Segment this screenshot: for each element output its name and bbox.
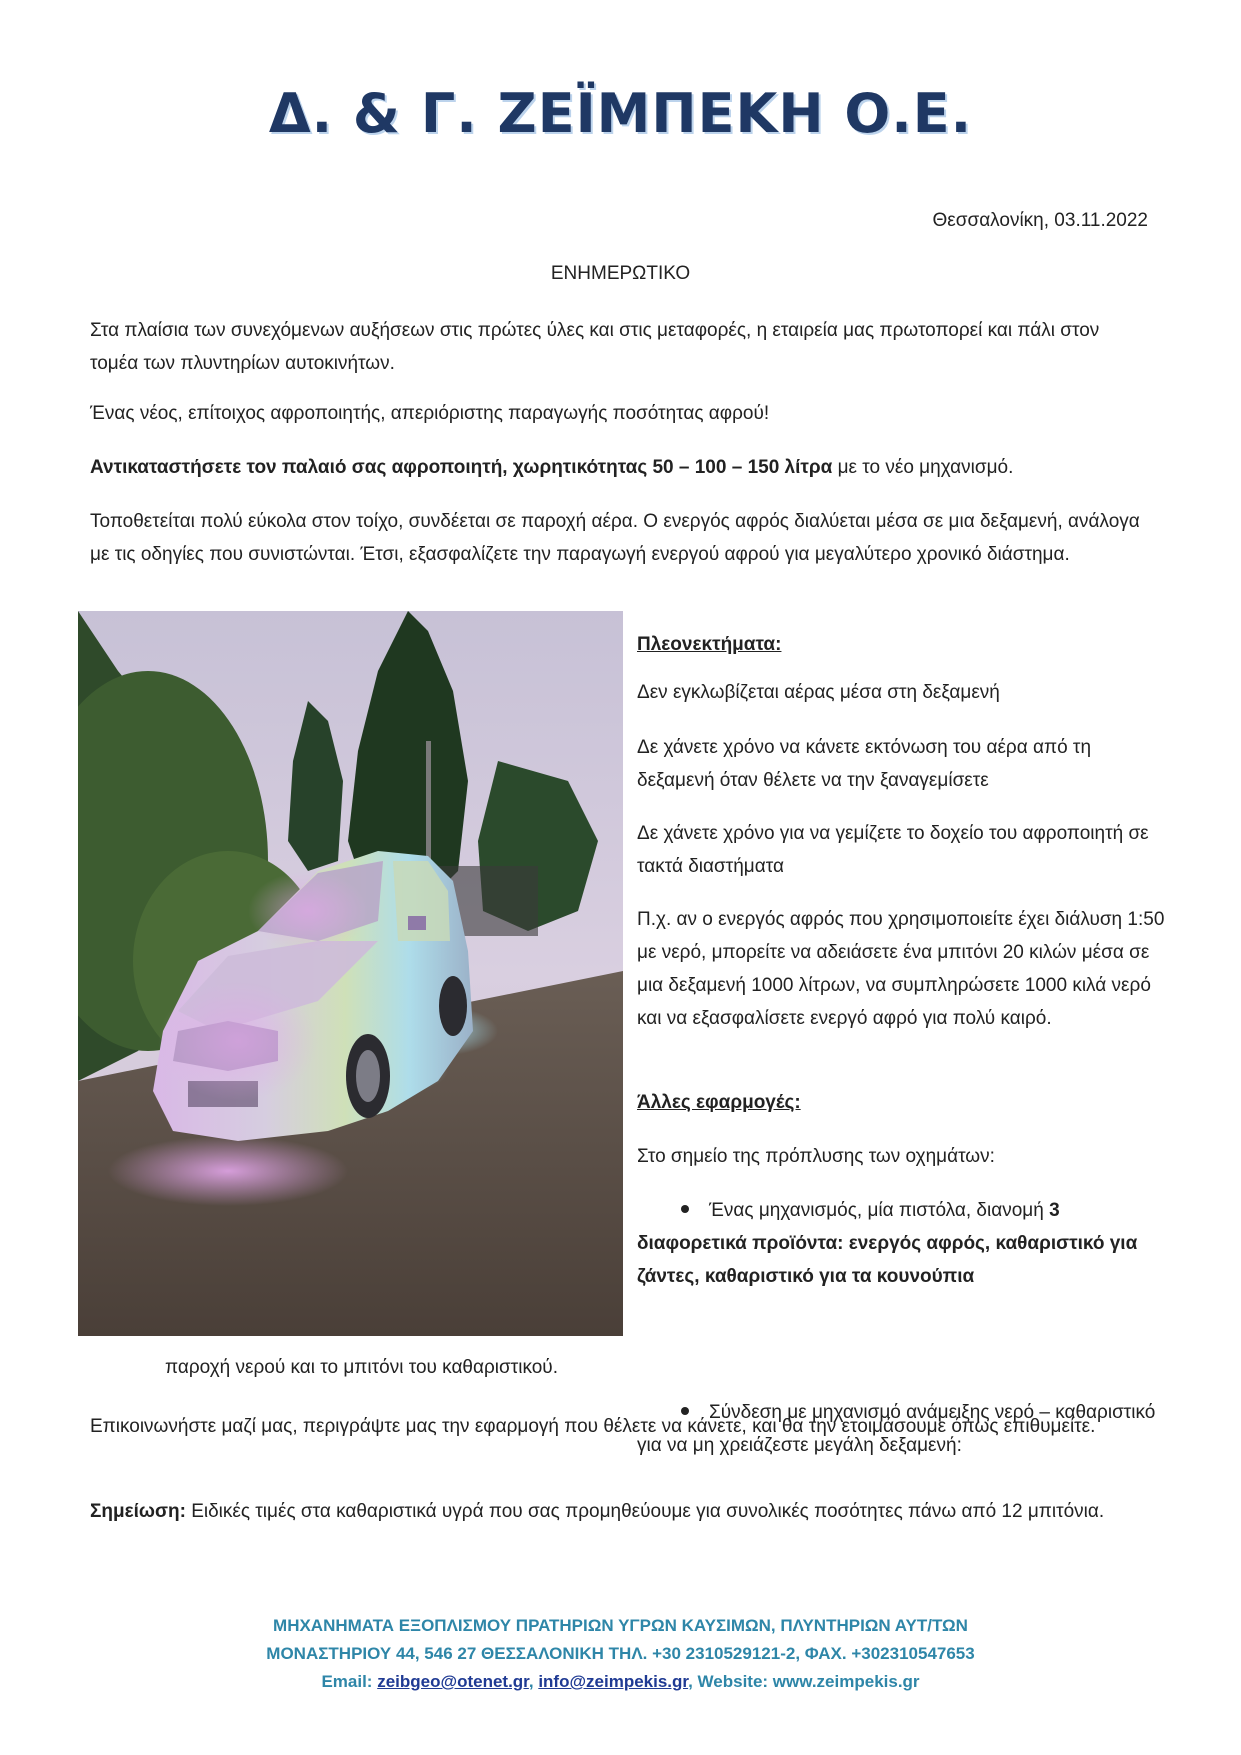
bullet-text: Ένας μηχανισμός, μία πιστόλα, διανομή	[709, 1200, 1050, 1221]
note-paragraph	[90, 1495, 1150, 1528]
foam-car-photo	[78, 611, 623, 1336]
contact-paragraph: Επικοινωνήστε μαζί μας, περιγράψτε μας την εφαρμογή που θέλετε να κάνετε, και θα την ετοιμάσουμε όπως επιθυμείτε.	[90, 1416, 1096, 1437]
bullet-icon	[681, 1205, 689, 1213]
document-heading: ΕΝΗΜΕΡΩΤΙΚΟ	[550, 263, 691, 284]
email-link-2[interactable]: info@zeimpekis.gr	[538, 1672, 689, 1691]
product-paragraph: Ένας νέος, επίτοιχος αφροποιητής, απεριόριστης παραγωγής ποσότητας αφρού!	[90, 403, 770, 424]
website-text: , Website: www.zeimpekis.gr	[688, 1672, 920, 1691]
footer-line-2: ΜΟΝΑΣΤΗΡΙΟΥ 44, 546 27 ΘΕΣΣΑΛΟΝΙΚΗ ΤΗΛ. +30 2310529121-2, ΦΑΧ. +302310547653	[266, 1644, 975, 1663]
advantage-item: Δε χάνετε χρόνο να κάνετε εκτόνωση του αέρα από τη δεξαμενή όταν θέλετε να την ξαναγεμίσετε	[637, 737, 1092, 791]
advantages-heading: Πλεονεκτήματα:	[637, 634, 782, 655]
bullet-bold-text: 3 διαφορετικά προϊόντα: ενεργός αφρός, καθαριστικό για ζάντες, καθαριστικό για τα κουνούπια	[637, 1200, 1138, 1287]
note-text: Ειδικές τιμές στα καθαριστικά υγρά που σας προμηθεύουμε για συνολικές ποσότητες πάνω από 12 μπιτόνια.	[185, 1501, 1105, 1522]
replacement-rest: με το νέο μηχανισμό.	[832, 457, 1014, 478]
footer	[0, 1612, 1241, 1696]
footer-line-3	[0, 1668, 1241, 1696]
note-label: Σημείωση:	[90, 1501, 186, 1522]
bullet-continuation: παροχή νερού και το μπιτόνι του καθαριστικού.	[165, 1357, 558, 1378]
company-title: Δ. & Γ. ΖΕΪΜΠΕΚΗ Ο.Ε.	[268, 82, 973, 145]
footer-line-1: ΜΗΧΑΝΗΜΑΤΑ ΕΞΟΠΛΙΣΜΟΥ ΠΡΑΤΗΡΙΩΝ ΥΓΡΩΝ ΚΑΥΣΙΜΩΝ, ΠΛΥΝΤΗΡΙΩΝ ΑΥΤ/ΤΩΝ	[273, 1616, 968, 1635]
bullet-text: Σύνδεση με μηχανισμό ανάμειξης νερό – καθαριστικό για να μη χρειάζεστε μεγάλη δεξαμενή:	[637, 1402, 1156, 1456]
intro-paragraph: Στα πλαίσια των συνεχόμενων αυξήσεων στις πρώτες ύλες και στις μεταφορές, η εταιρεία μας πρωτοπορεί και πάλι στον τομέα των πλυντηρίων αυτοκινήτων.	[90, 320, 1100, 374]
email-link-1[interactable]: zeibgeo@otenet.gr	[377, 1672, 529, 1691]
other-apps-intro: Στο σημείο της πρόπλυσης των οχημάτων:	[637, 1146, 995, 1167]
replacement-paragraph	[90, 451, 1150, 484]
advantage-item: Δεν εγκλωβίζεται αέρας μέσα στη δεξαμενή	[637, 682, 1000, 703]
replacement-bold: Αντικαταστήσετε τον παλαιό σας αφροποιητή, χωρητικότητας 50 – 100 – 150 λίτρα	[90, 457, 833, 478]
other-apps-heading: Άλλες εφαρμογές:	[637, 1092, 801, 1113]
bullet-item	[637, 1194, 1167, 1293]
date-line: Θεσσαλονίκη, 03.11.2022	[932, 210, 1148, 231]
advantage-item: Δε χάνετε χρόνο για να γεμίζετε το δοχείο του αφροποιητή σε τακτά διαστήματα	[637, 823, 1149, 877]
installation-paragraph: Τοποθετείται πολύ εύκολα στον τοίχο, συνδέεται σε παροχή αέρα. Ο ενεργός αφρός διαλύεται μέσα σε μια δεξαμενή, ανάλογα με τις οδηγίες που συνιστώνται. Έτσι, εξασφαλίζετε την παραγωγή ενεργού αφρού για μεγαλύτερο χρονικό διάστημα.	[90, 511, 1140, 565]
email-label: Email:	[321, 1672, 378, 1691]
advantage-item: Π.χ. αν ο ενεργός αφρός που χρησιμοποιείτε έχει διάλυση 1:50 με νερό, μπορείτε να αδειάσετε ένα μπιτόνι 20 κιλών μέσα σε μια δεξαμενή 1000 λίτρων, να συμπληρώσετε 1000 κιλά νερό και να εξασφαλίσετε ενεργό αφρό για πολύ καιρό.	[637, 909, 1165, 1029]
email-separator: ,	[528, 1672, 539, 1691]
